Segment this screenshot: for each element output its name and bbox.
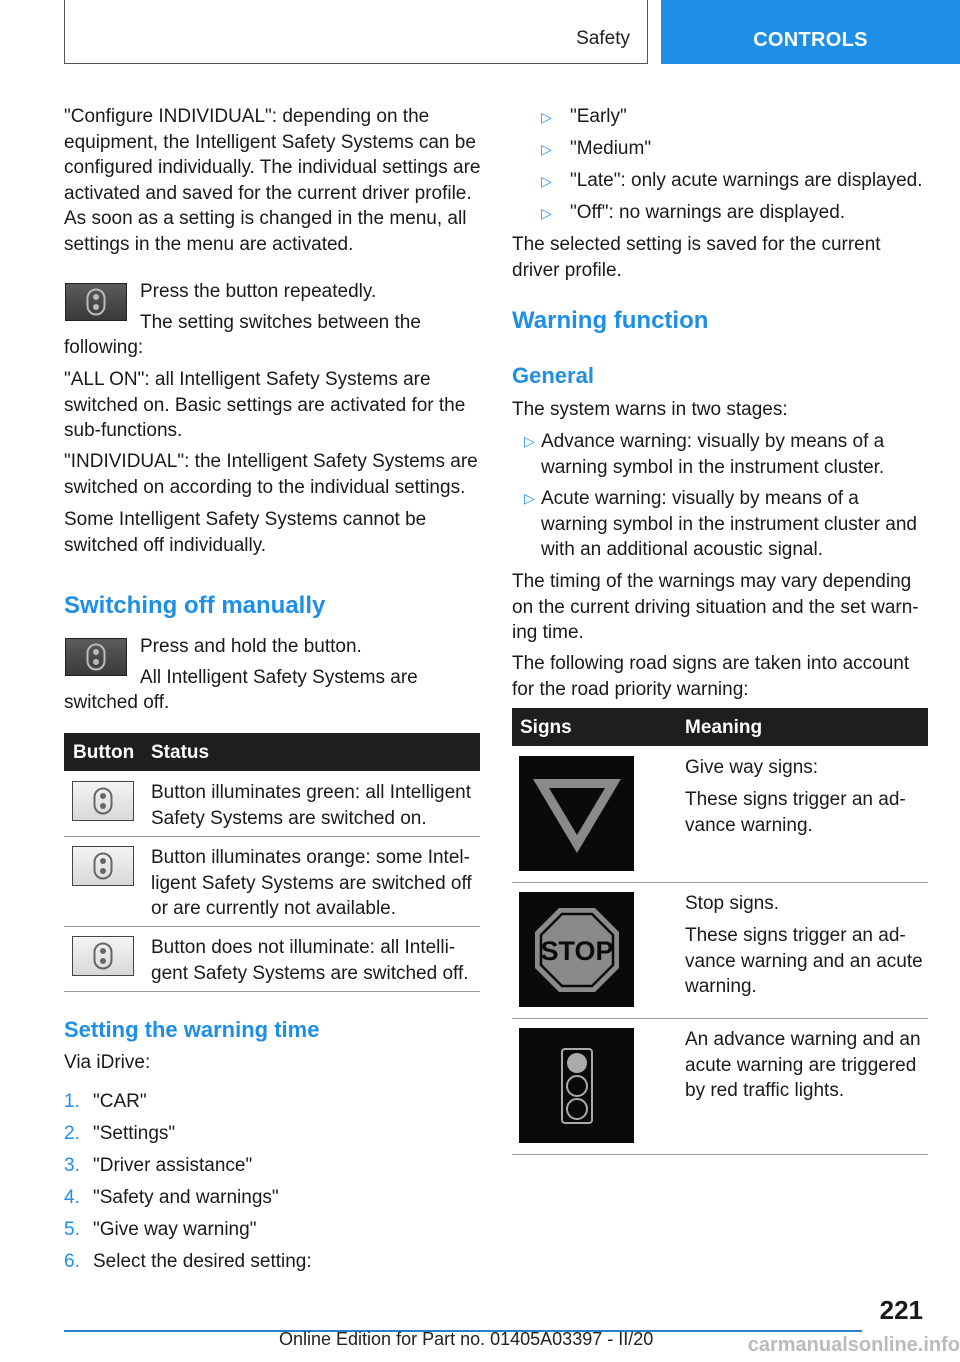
warning-function-heading: Warning function (512, 307, 709, 334)
table-row (64, 771, 480, 837)
button-orange-icon (72, 846, 134, 886)
warning-time-heading: Setting the warning time (64, 1017, 320, 1042)
triangle-bullet-icon: ▷ (524, 433, 535, 449)
status-text: Button illuminates green: all Intelligent Safety Systems are switched on. (151, 782, 472, 829)
saved-paragraph: The selected setting is saved for the current driver profile. (512, 234, 881, 281)
give-way-sign-icon (519, 756, 634, 871)
general-heading: General (512, 363, 594, 388)
stop-sign-text: STOP (539, 935, 614, 966)
page-number: 221 (879, 1295, 923, 1325)
step-number: 3. (64, 1155, 80, 1176)
list-item (541, 168, 923, 195)
step-number: 6. (64, 1251, 80, 1272)
press-hold-line1: Press and hold the button. (140, 636, 362, 657)
table-row (512, 746, 928, 883)
timing-paragraph: The timing of the warnings may vary depending on the current driving situation and the set warn-ing time. (512, 571, 919, 643)
chapter-tab[interactable] (661, 0, 960, 64)
triangle-bullet-icon: ▷ (541, 173, 552, 189)
all-on-paragraph: "ALL ON": all Intelligent Safety Systems are switched on. Basic settings are activated for the sub-functions. (64, 369, 466, 441)
col-status-header: Status (151, 742, 210, 763)
chapter-label: CONTROLS (753, 29, 868, 51)
table-row (64, 836, 480, 927)
some-cannot-paragraph: Some Intelligent Safety Systems cannot be switched off individually. (64, 509, 427, 556)
signs-table-header (512, 708, 928, 746)
table-row (512, 882, 928, 1019)
option-text: "Early" (570, 106, 627, 127)
stage-text: Acute warning: visually by means of a warning symbol in the instrument cluster and with an additional acoustic signal. (541, 488, 917, 560)
step-number: 2. (64, 1123, 80, 1144)
meaning-line2: These signs trigger an ad-vance warning and an acute warning. (685, 925, 923, 997)
press-repeat-line1: Press the button repeatedly. (140, 281, 377, 302)
triangle-bullet-icon: ▷ (541, 109, 552, 125)
edition-text: Online Edition for Part no. 01405A03397 - II/20 (279, 1329, 654, 1349)
status-text: Button illuminates orange: some Intel-ligent Safety Systems are switched off or are currently not available. (151, 847, 472, 919)
option-text: "Off": no warnings are displayed. (570, 202, 846, 223)
col-button-header: Button (73, 742, 135, 763)
step-text: "CAR" (93, 1091, 147, 1112)
meaning-line1: An advance warning and an acute warning are triggered by red traffic lights. (685, 1029, 921, 1101)
switching-off-heading: Switching off manually (64, 592, 326, 619)
triangle-bullet-icon: ▷ (524, 490, 535, 506)
step-text: "Safety and warnings" (93, 1187, 279, 1208)
step-number: 1. (64, 1091, 80, 1112)
individual-paragraph: "INDIVIDUAL": the Intelligent Safety Systems are switched on according to the individual settings. (64, 451, 478, 498)
watermark: carmanualsonline.info (747, 1334, 960, 1356)
triangle-bullet-icon: ▷ (541, 141, 552, 157)
button-status-table-header (64, 733, 480, 771)
step-text: "Give way warning" (93, 1219, 257, 1240)
step-number: 4. (64, 1187, 80, 1208)
header-left-box (64, 0, 648, 64)
status-text: Button does not illuminate: all Intelli-gent Safety Systems are switched off. (151, 937, 469, 984)
list-item (541, 136, 652, 163)
safety-button-icon (65, 283, 127, 321)
step-text: Select the desired setting: (93, 1251, 312, 1272)
press-repeat-line2: The setting switches between the (140, 312, 421, 333)
step-text: "Settings" (93, 1123, 176, 1144)
safety-button-icon (65, 638, 127, 676)
table-row (64, 926, 480, 992)
section-label: Safety (576, 27, 630, 49)
button-off-icon (72, 936, 134, 976)
col-meaning-header: Meaning (685, 717, 763, 738)
two-stages-text: The system warns in two stages: (512, 399, 788, 420)
following-signs-paragraph: The following road signs are taken into account for the road priority warning: (512, 653, 910, 700)
option-text: "Medium" (570, 138, 652, 159)
via-idrive: Via iDrive: (64, 1052, 151, 1073)
intro-paragraph: "Configure INDIVIDUAL": depending on the equipment, the Intelligent Safety Systems can be configured individually. The individual settings are activated and saved for the current driver profile. As soon as a setting is changed in the menu, all settings in the menu are activated. (64, 106, 481, 255)
stop-sign-icon (519, 892, 634, 1007)
step-text: "Driver assistance" (93, 1155, 253, 1176)
stage-text: Advance warning: visually by means of a warning symbol in the instrument cluster. (541, 431, 885, 478)
table-row (512, 1018, 928, 1155)
press-hold-line3: switched off. (64, 692, 170, 713)
press-hold-line2: All Intelligent Safety Systems are (140, 667, 418, 688)
meaning-line1: Give way signs: (685, 757, 819, 778)
col-signs-header: Signs (520, 717, 572, 738)
step-number: 5. (64, 1219, 80, 1240)
traffic-light-icon (519, 1028, 634, 1143)
option-text: "Late": only acute warnings are displayed. (570, 170, 923, 191)
list-item (541, 104, 627, 131)
list-item (541, 200, 846, 227)
meaning-line2: These signs trigger an ad-vance warning. (685, 789, 906, 836)
meaning-line1: Stop signs. (685, 893, 779, 914)
button-green-icon (72, 781, 134, 821)
triangle-bullet-icon: ▷ (541, 205, 552, 221)
press-repeat-line3: following: (64, 337, 144, 358)
